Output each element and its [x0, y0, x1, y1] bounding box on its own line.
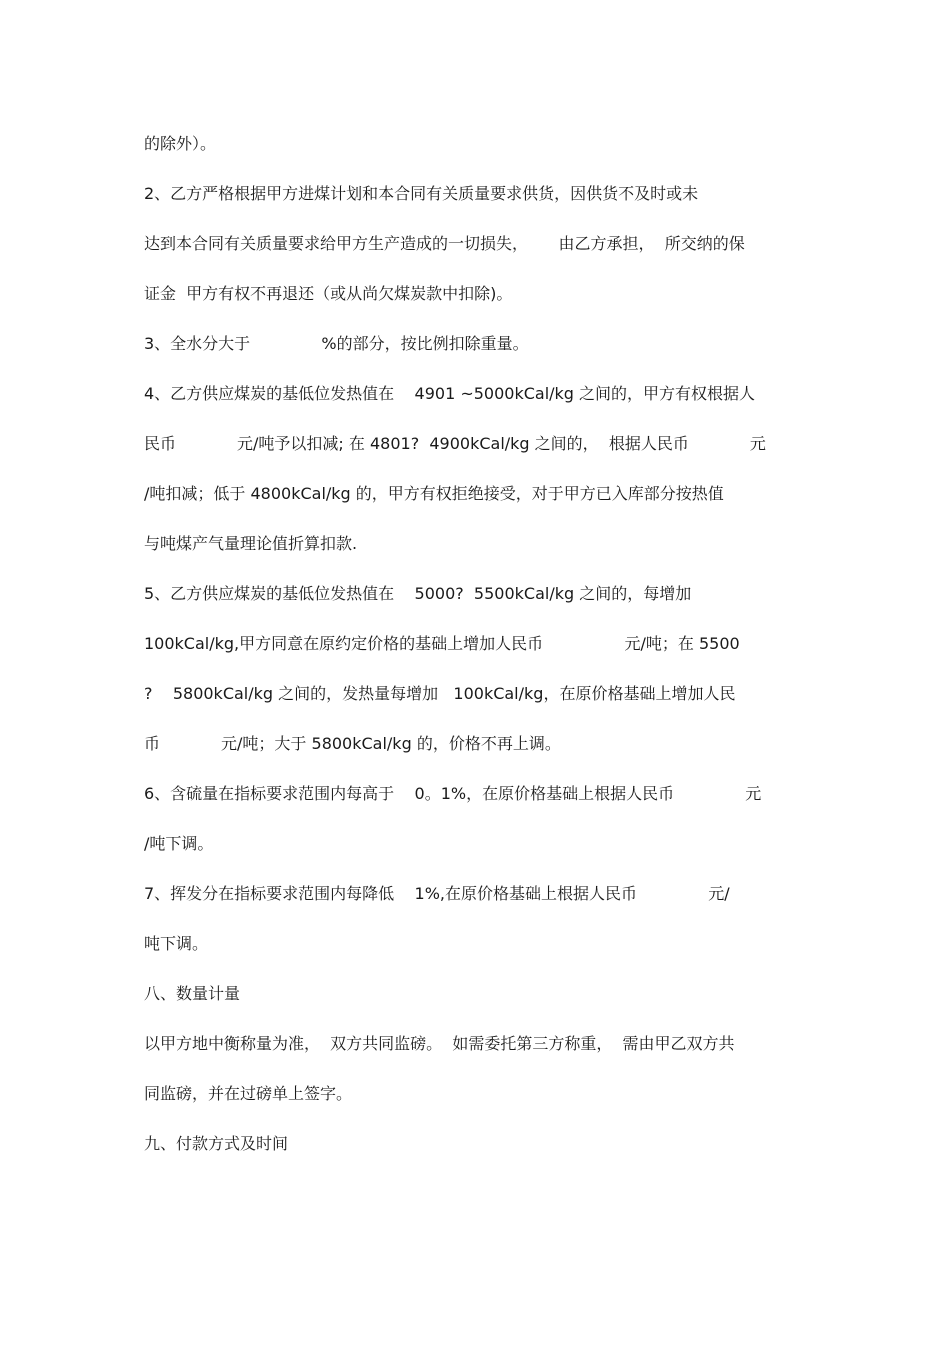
text-line: 4、乙方供应煤炭的基低位发热值在 4901 ~5000kCal/kg 之间的，甲方有权根据人: [144, 384, 756, 403]
text-line: 与吨煤产气量理论值折算扣款.: [144, 534, 358, 553]
text-line: 吨下调。: [144, 934, 209, 953]
text-line: 证金 甲方有权不再退还（或从尚欠煤炭款中扣除)。: [144, 284, 513, 303]
section-heading: 九、付款方式及时间: [144, 1134, 289, 1153]
text-line: 100kCal/kg,甲方同意在原约定价格的基础上增加人民币 元/吨；在 5500: [144, 634, 740, 653]
text-line: 民币 元/吨予以扣减; 在 4801? 4900kCal/kg 之间的， 根据人民币 元: [144, 434, 766, 453]
text-line: 7、挥发分在指标要求范围内每降低 1%,在原价格基础上根据人民币 元/: [144, 884, 730, 903]
text-line: /吨扣减；低于 4800kCal/kg 的，甲方有权拒绝接受，对于甲方已入库部分按热值: [144, 484, 724, 503]
text-line: 5、乙方供应煤炭的基低位发热值在 5000? 5500kCal/kg 之间的，每增加: [144, 584, 692, 603]
text-line: 3、全水分大于 %的部分，按比例扣除重量。: [144, 334, 529, 353]
text-line: 达到本合同有关质量要求给甲方生产造成的一切损失， 由乙方承担， 所交纳的保: [144, 234, 745, 253]
text-line: 2、乙方严格根据甲方进煤计划和本合同有关质量要求供货，因供货不及时或未: [144, 184, 699, 203]
text-line: 以甲方地中衡称量为准， 双方共同监磅。 如需委托第三方称重， 需由甲乙双方共: [144, 1034, 735, 1053]
text-line: 的除外）。: [144, 134, 217, 153]
text-line: 6、含硫量在指标要求范围内每高于 0。1%，在原价格基础上根据人民币 元: [144, 784, 762, 803]
section-heading: 八、数量计量: [144, 984, 241, 1003]
text-line: 同监磅，并在过磅单上签字。: [144, 1084, 353, 1103]
text-line: /吨下调。: [144, 834, 214, 853]
text-line: ? 5800kCal/kg 之间的，发热量每增加 100kCal/kg，在原价格基础上增加人民: [144, 684, 736, 703]
text-line: 币 元/吨；大于 5800kCal/kg 的，价格不再上调。: [144, 734, 561, 753]
